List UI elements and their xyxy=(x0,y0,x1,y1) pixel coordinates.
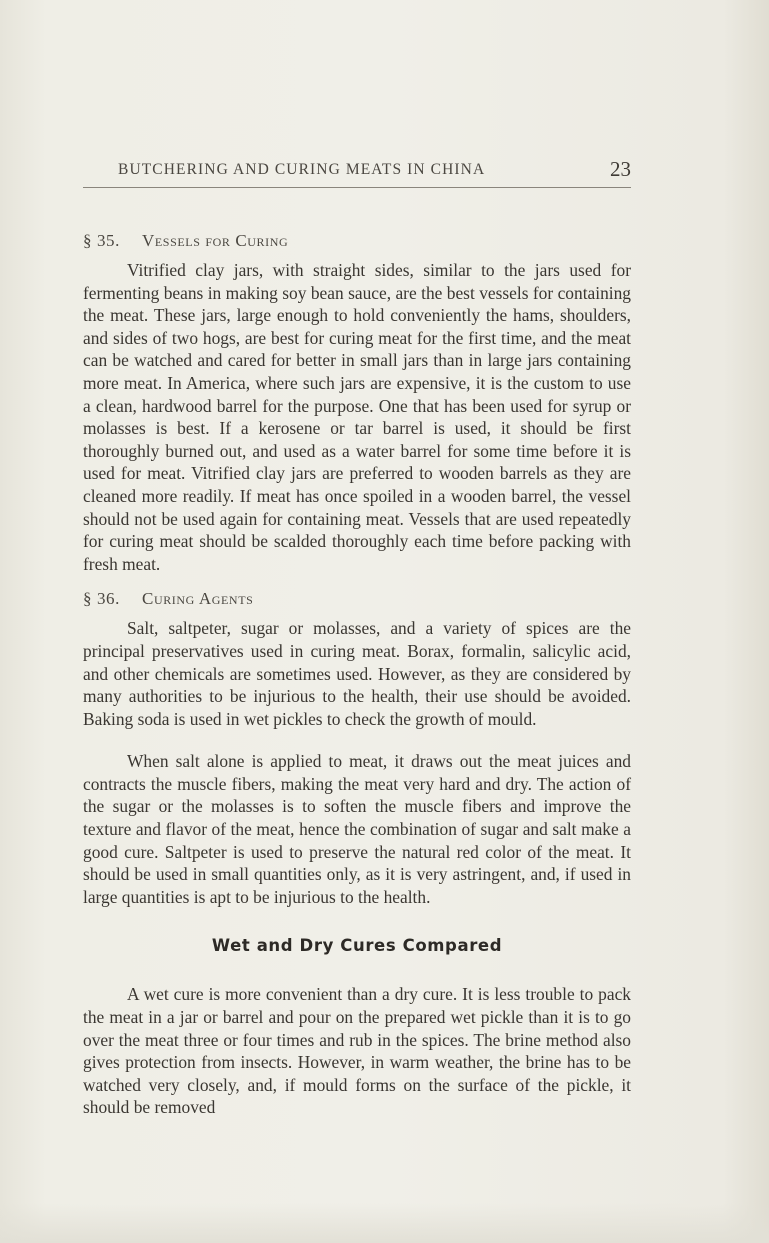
section-title: Vessels for Curing xyxy=(142,231,289,250)
page-number: 23 xyxy=(610,157,631,181)
running-header xyxy=(83,157,631,187)
paragraph: Vitrified clay jars, with straight sides, similar to the jars used for fermenting beans in making soy bean sauce, are the best vessels for containing the meat. These jars, large enough to hold conveniently the hams, shoulders, and sides of two hogs, are best for curing meat for the first time, and the meat can be watched and cared for better in small jars than in large jars containing more meat. In America, where such jars are expensive, it is the custom to use a clean, hardwood barrel for the purpose. One that has been used for syrup or molasses is best. If a kerosene or tar barrel is used, it should be first thoroughly burned out, and used as a water barrel for some time before it is used for meat. Vitrified clay jars are preferred to wooden barrels as they are cleaned more readily. If meat has once spoiled in a wooden barrel, the vessel should not be used again for containing meat. Vessels that are used repeatedly for curing meat should be scalded thoroughly each time before packing with fresh meat. xyxy=(83,260,631,574)
section-heading-35 xyxy=(83,231,631,251)
paragraph: When salt alone is applied to meat, it draws out the meat juices and contracts the muscle fibers, making the meat very hard and dry. The action of the sugar or the molasses is to soften the muscle fibers and improve the texture and flavor of the meat, hence the combination of sugar and salt make a good cure. Saltpeter is used to preserve the natural red color of the meat. It should be used in small quantities only, as it is very astringent, and, if used in large quantities is apt to be injurious to the health. xyxy=(83,751,631,907)
section-heading-36 xyxy=(83,589,631,609)
section-number: § 36. xyxy=(83,589,120,609)
paragraph: Salt, saltpeter, sugar or molasses, and a variety of spices are the principal preservatives used in curing meat. Borax, formalin, salicylic acid, and other chemicals are sometimes used. However, as they are considered by many authorities to be injurious to the health, their use should be avoided. Baking soda is used in wet pickles to check the growth of mould. xyxy=(83,618,631,729)
section-number: § 35. xyxy=(83,231,120,250)
body-text xyxy=(83,231,631,1119)
header-rule xyxy=(83,187,631,188)
running-title: BUTCHERING AND CURING MEATS IN CHINA xyxy=(118,161,486,178)
subsection-heading: Wet and Dry Cures Compared xyxy=(211,936,503,956)
paragraph: A wet cure is more convenient than a dry cure. It is less trouble to pack the meat in a jar or barrel and pour on the prepared wet pickle than it is to go over the meat three or four times and rub in the spices. The brine method also gives protection from insects. However, in warm weather, the brine has to be watched very closely, and, if mould forms on the surface of the pickle, it should be removed xyxy=(83,984,631,1118)
section-title: Curing Agents xyxy=(142,589,254,609)
